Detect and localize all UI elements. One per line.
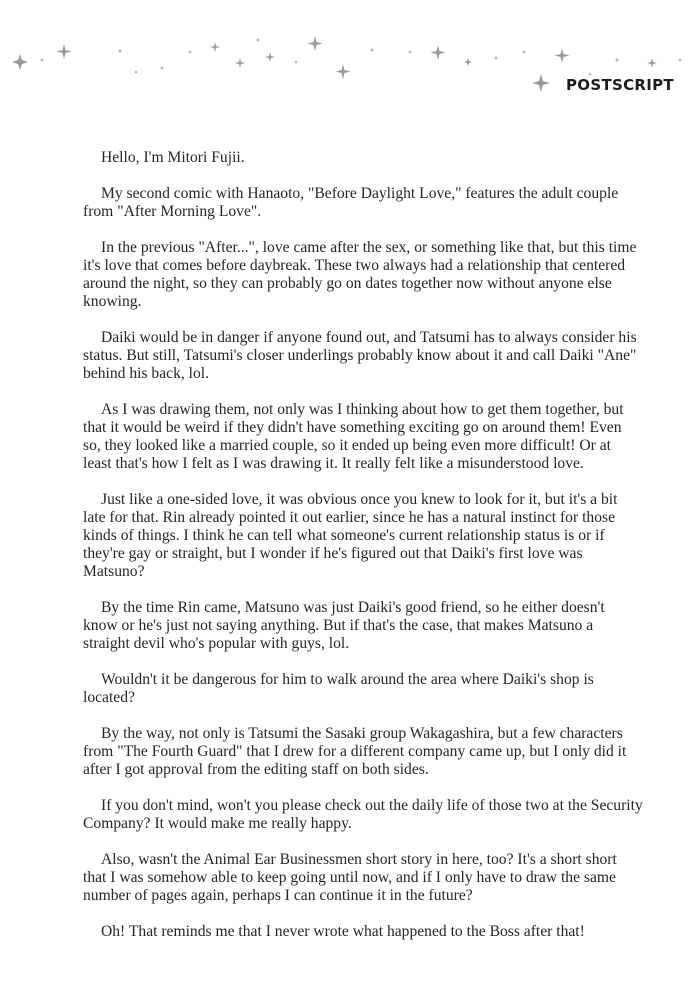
sparkle-dot-group (41, 39, 682, 76)
paragraph: If you don't mind, won't you please check out the daily life of those two at the Security Company? It would make me really happy. (83, 797, 643, 832)
sparkle-dot (189, 51, 192, 54)
sparkle-star-icon (647, 58, 657, 68)
sparkle-dot (135, 71, 138, 74)
page-title: POSTSCRIPT (566, 76, 674, 94)
sparkle-star-group (12, 36, 657, 92)
sparkle-dot (495, 57, 498, 60)
paragraph: Oh! That reminds me that I never wrote what happened to the Boss after that! (101, 923, 585, 940)
paragraph: Wouldn't it be dangerous for him to walk around the area where Daiki's shop is located? (83, 671, 594, 706)
sparkle-star-icon (532, 74, 550, 92)
sparkle-dot (161, 67, 164, 70)
sparkle-star-icon (464, 58, 472, 66)
paragraph: By the way, not only is Tatsumi the Sasaki group Wakagashira, but a few characters from "The Fourth Guard" that I drew for a different company came up, but I only did it after I got approval from the editing staff on both sides. (83, 725, 627, 778)
sparkle-dot (523, 51, 526, 54)
sparkle-dot (119, 50, 122, 53)
sparkle-dot (257, 39, 260, 42)
paragraph: Hello, I'm Mitori Fujii. (101, 149, 245, 166)
paragraph: By the time Rin came, Matsuno was just Daiki's good friend, so he either doesn't know or he's just not saying anything. But if that's the case, that makes Matsuno a straight devil who's popular with guys, lol. (83, 599, 605, 652)
sparkle-star-icon (336, 64, 351, 79)
sparkle-dot (371, 49, 374, 52)
sparkle-dot (589, 73, 592, 76)
sparkle-star-icon (57, 44, 72, 59)
sparkle-dot (616, 59, 619, 62)
paragraph: My second comic with Hanaoto, "Before Daylight Love," features the adult couple from "After Morning Love". (83, 185, 619, 220)
sparkle-dot (41, 59, 44, 62)
postscript-body (83, 149, 643, 959)
sparkle-star-icon (235, 58, 245, 68)
paragraph: As I was drawing them, not only was I thinking about how to get them together, but that it would be weird if they didn't have something exciting go on around them! Even so, they looked like a married couple, so it ended up being even more difficult! Or at least that's how I felt as I was drawing it. It really felt like a misunderstood love. (83, 401, 624, 472)
sparkle-star-icon (12, 54, 28, 70)
sparkle-star-icon (210, 42, 220, 52)
paragraph: Daiki would be in danger if anyone found out, and Tatsumi has to always consider his status. But still, Tatsumi's closer underlings probably know about it and call Daiki "Ane" behind his back, lol. (83, 329, 637, 382)
paragraph: Just like a one-sided love, it was obvious once you knew to look for it, but it's a bit late for that. Rin already pointed it out earlier, since he has a natural instinct for those kinds of things. I think he can tell what someone's current relationship status is or if they're gay or straight, but I wonder if he's figured out that Daiki's first love was Matsuno? (83, 491, 618, 580)
sparkle-star-icon (308, 36, 323, 51)
sparkle-star-icon (431, 45, 446, 60)
paragraph: In the previous "After...", love came after the sex, or something like that, but this time it's love that comes before daybreak. These two always had a relationship that centered around the night, so they can probably go on dates together now without anyone else knowing. (83, 239, 637, 310)
sparkle-dot (679, 59, 682, 62)
sparkle-star-icon (555, 48, 570, 63)
sparkle-dot (409, 51, 412, 54)
paragraph: Also, wasn't the Animal Ear Businessmen short story in here, too? It's a short short that I was somehow able to keep going until now, and if I only have to draw the same number of pages again, perhaps I can continue it in the future? (83, 851, 617, 904)
sparkle-star-icon (265, 52, 275, 62)
sparkle-dot (295, 61, 298, 64)
